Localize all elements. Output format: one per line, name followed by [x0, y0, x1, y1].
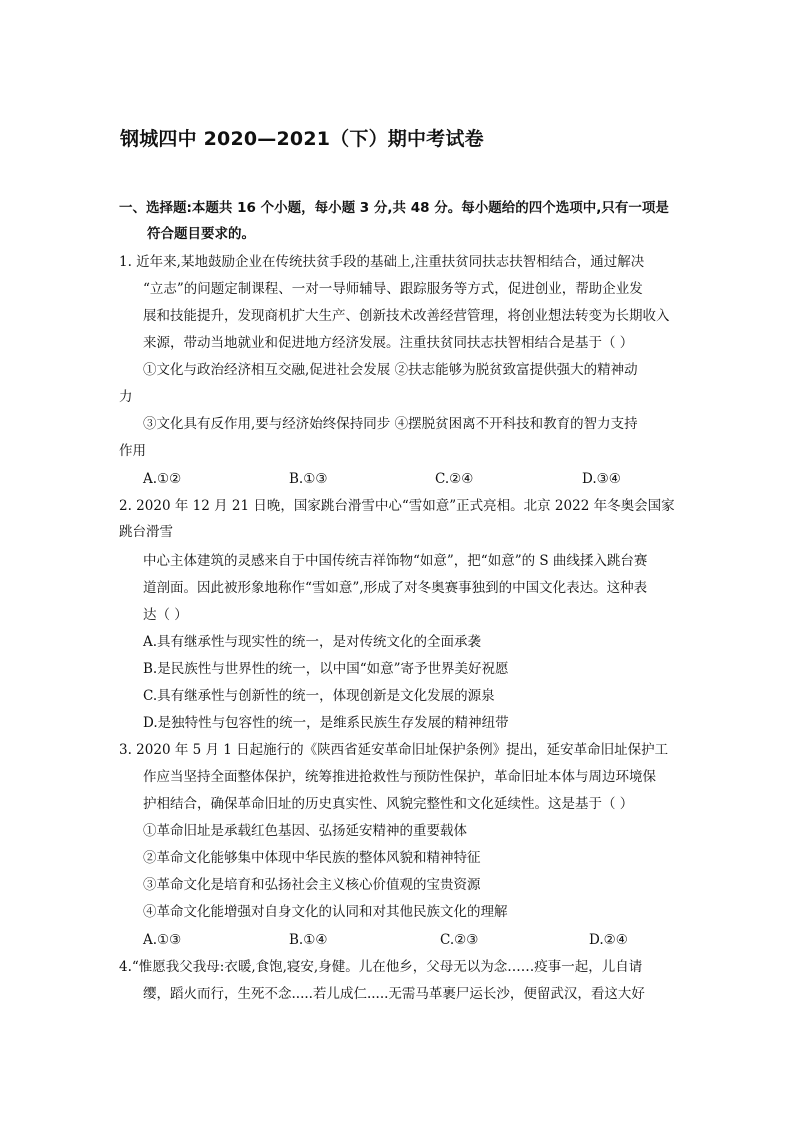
q1-stem-line: 展和技能提升，发现商机扩大生产、创新技术改善经营管理，将创业想法转变为长期收入: [143, 308, 670, 324]
q2-stem-line: 跳台滑雪: [119, 524, 173, 540]
q3-stem-line: 3. 2020 年 5 月 1 日起施行的《陕西省延安革命旧址保护条例》提出，延安革命旧址保护工: [119, 742, 669, 758]
q2-option-c: C.具有继承性与创新性的统一，体现创新是文化发展的源泉: [143, 688, 495, 704]
q1-statement: ①文化与政治经济相互交融,促进社会发展 ②扶志能够为脱贫致富提供强大的精神动: [143, 362, 638, 378]
q3-choice-d: D.②④: [589, 932, 628, 948]
q3-stem-line: 护相结合，确保革命旧址的历史真实性、风貌完整性和文化延续性。这是基于（ ）: [143, 796, 634, 812]
q3-choice-c: C.②③: [440, 932, 479, 948]
q1-choice-c: C.②④: [435, 471, 474, 487]
q3-statement: ②革命文化能够集中体现中华民族的整体风貌和精神特征: [143, 850, 481, 866]
q1-choice-a: A.①②: [143, 471, 182, 487]
q4-stem-line: 缨，蹈火而行，生死不念.....若儿成仁.....无需马革裹尸运长沙，便留武汉，看这大好: [143, 986, 645, 1002]
q2-option-a: A.具有继承性与现实性的统一，是对传统文化的全面承袭: [143, 634, 482, 650]
q4-stem-line: 4.“惟愿我父我母:衣暖,食饱,寝安,身健。儿在他乡，父母无以为念……疫事一起，儿自请: [119, 959, 643, 975]
q1-choice-d: D.③④: [582, 471, 621, 487]
q3-choice-a: A.①③: [143, 932, 182, 948]
q1-stem-line: “立志”的问题定制课程、一对一导师辅导、跟踪服务等方式，促进创业，帮助企业发: [143, 281, 643, 297]
q3-statement: ④革命文化能增强对自身文化的认同和对其他民族文化的理解: [143, 904, 508, 920]
q1-stem-line: 1. 近年来,某地鼓励企业在传统扶贫手段的基础上,注重扶贫同扶志扶智相结合，通过解决: [119, 254, 645, 270]
page-title: 钢城四中 2020—2021（下）期中考试卷: [120, 128, 484, 150]
section-heading: 一、选择题:本题共 16 个小题，每小题 3 分,共 48 分。每小题给的四个选项中,只有一项是: [119, 200, 669, 216]
section-heading-cont: 符合题目要求的。: [147, 226, 255, 242]
q2-stem-line: 中心主体建筑的灵感来自于中国传统吉祥饰物“如意”，把“如意”的 S 曲线揉入跳台赛: [143, 553, 648, 569]
q1-choice-b: B.①③: [289, 471, 328, 487]
q2-option-b: B.是民族性与世界性的统一，以中国“如意”寄予世界美好祝愿: [143, 661, 509, 677]
q1-statement: ③文化具有反作用,要与经济始终保持同步 ④摆脱贫困离不开科技和教育的智力支持: [143, 416, 638, 432]
q3-stem-line: 作应当坚持全面整体保护，统筹推进抢救性与预防性保护，革命旧址本体与周边环境保: [143, 769, 656, 785]
q2-stem-line: 道剖面。因此被形象地称作“雪如意”,形成了对冬奥赛事独到的中国文化表达。这种表: [143, 580, 648, 596]
q2-stem-line: 达（ ）: [143, 607, 188, 623]
q3-choice-b: B.①④: [289, 932, 328, 948]
q2-stem-line: 2. 2020 年 12 月 21 日晚，国家跳台滑雪中心“雪如意”正式亮相。北京 2022 年冬奥会国家: [119, 498, 675, 514]
q3-statement: ①革命旧址是承载红色基因、弘扬延安精神的重要载体: [143, 823, 467, 839]
q3-statement: ③革命文化是培育和弘扬社会主义核心价值观的宝贵资源: [143, 877, 481, 893]
q1-statement-cont: 作用: [119, 443, 146, 459]
q2-option-d: D.是独特性与包容性的统一，是维系民族生存发展的精神纽带: [143, 715, 509, 731]
q1-statement-cont: 力: [119, 389, 133, 405]
q1-stem-line: 来源，带动当地就业和促进地方经济发展。注重扶贫同扶志扶智相结合是基于（ ）: [143, 335, 634, 351]
